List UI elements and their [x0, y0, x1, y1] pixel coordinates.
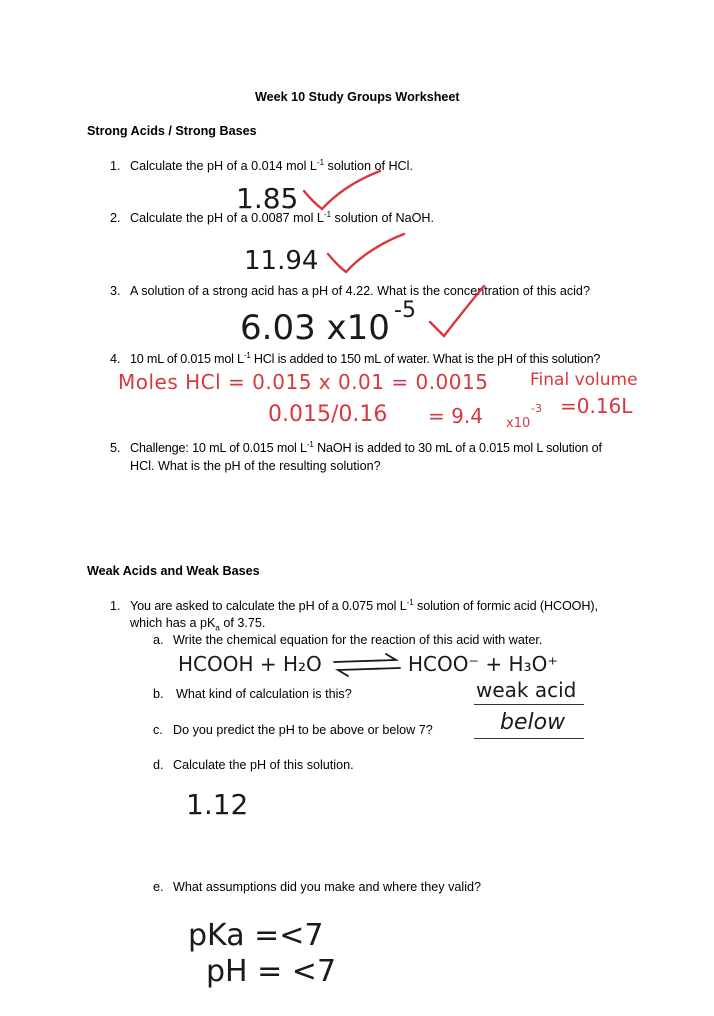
subquestion-e-text: What assumptions did you make and where they valid? [173, 880, 482, 894]
equation-right: HCOO⁻ + H₃O⁺ [408, 652, 558, 676]
answer-e-line2: pH = <7 [206, 954, 337, 989]
question-number: 3. [110, 284, 121, 298]
question-4-text: 10 mL of 0.015 mol $L^{-1}$ HCl is added to 150 mL of water. What is the pH of this solution? [130, 350, 601, 366]
question-5-text-line2: HCl. What is the pH of the resulting solution? [130, 459, 381, 473]
checkmark-icon [424, 282, 514, 342]
answer-2: 11.94 [244, 246, 319, 276]
section-heading-strong: Strong Acids / Strong Bases [87, 124, 257, 138]
equilibrium-arrows-icon [330, 652, 406, 678]
weak-question-1-text: You are asked to calculate the pH of a 0.075 mol $L^{-1}$ solution of formic acid (HCOOH), [130, 597, 598, 613]
answer-1: 1.85 [236, 182, 299, 215]
answer-line [474, 738, 584, 739]
answer-e-line1: pKa =<7 [188, 918, 324, 953]
answer-4-x10: x10 [506, 416, 531, 431]
weak-question-1-line2: which has a $pK_a$ of 3.75. [130, 616, 266, 633]
question-number: 1. [110, 599, 121, 613]
answer-4-moles: Moles HCl = 0.015 x 0.01 = 0.0015 [118, 370, 489, 394]
question-2-text: Calculate the pH of a 0.0087 mol $L^{-1}$ solution of NaOH. [130, 209, 434, 225]
question-3-text: A solution of a strong acid has a pH of 4.22. What is the concentration of this acid? [130, 284, 590, 298]
subquestion-letter: b. [153, 687, 164, 701]
subquestion-a-text: Write the chemical equation for the reaction of this acid with water. [173, 633, 543, 647]
subquestion-letter: a. [153, 633, 164, 647]
answer-4-division: 0.015/0.16 [268, 402, 388, 427]
section-heading-weak: Weak Acids and Weak Bases [87, 564, 260, 578]
answer-d: 1.12 [186, 788, 249, 821]
subquestion-letter: e. [153, 880, 164, 894]
subquestion-letter: d. [153, 758, 164, 772]
question-number: 1. [110, 159, 121, 173]
question-number: 2. [110, 211, 121, 225]
answer-4-exponent: -3 [531, 402, 542, 415]
page-title: Week 10 Study Groups Worksheet [255, 90, 460, 104]
answer-3-exponent: -5 [394, 298, 416, 323]
answer-4-result: = 9.4 [428, 404, 483, 428]
question-number: 5. [110, 441, 121, 455]
subquestion-c-text: Do you predict the pH to be above or below 7? [173, 723, 433, 737]
subquestion-letter: c. [153, 723, 163, 737]
subquestion-b-text: What kind of calculation is this? [176, 687, 352, 701]
checkmark-icon [300, 165, 390, 215]
equation-left: HCOOH + H₂O [178, 652, 322, 676]
answer-c: below [500, 710, 566, 735]
answer-4-volume: =0.16L [560, 394, 633, 418]
answer-4-final-volume-label: Final volume [530, 370, 638, 390]
answer-line [474, 704, 584, 705]
answer-3: 6.03 x10 [240, 308, 390, 348]
question-1-text: Calculate the pH of a 0.014 mol $L^{-1}$ solution of HCl. [130, 157, 413, 173]
question-5-text: Challenge: 10 mL of 0.015 mol $L^{-1}$ NaOH is added to 30 mL of a 0.015 mol L solution of [130, 439, 602, 455]
subquestion-d-text: Calculate the pH of this solution. [173, 758, 354, 772]
question-number: 4. [110, 352, 121, 366]
checkmark-icon [324, 230, 414, 280]
answer-b: weak acid [476, 678, 577, 702]
